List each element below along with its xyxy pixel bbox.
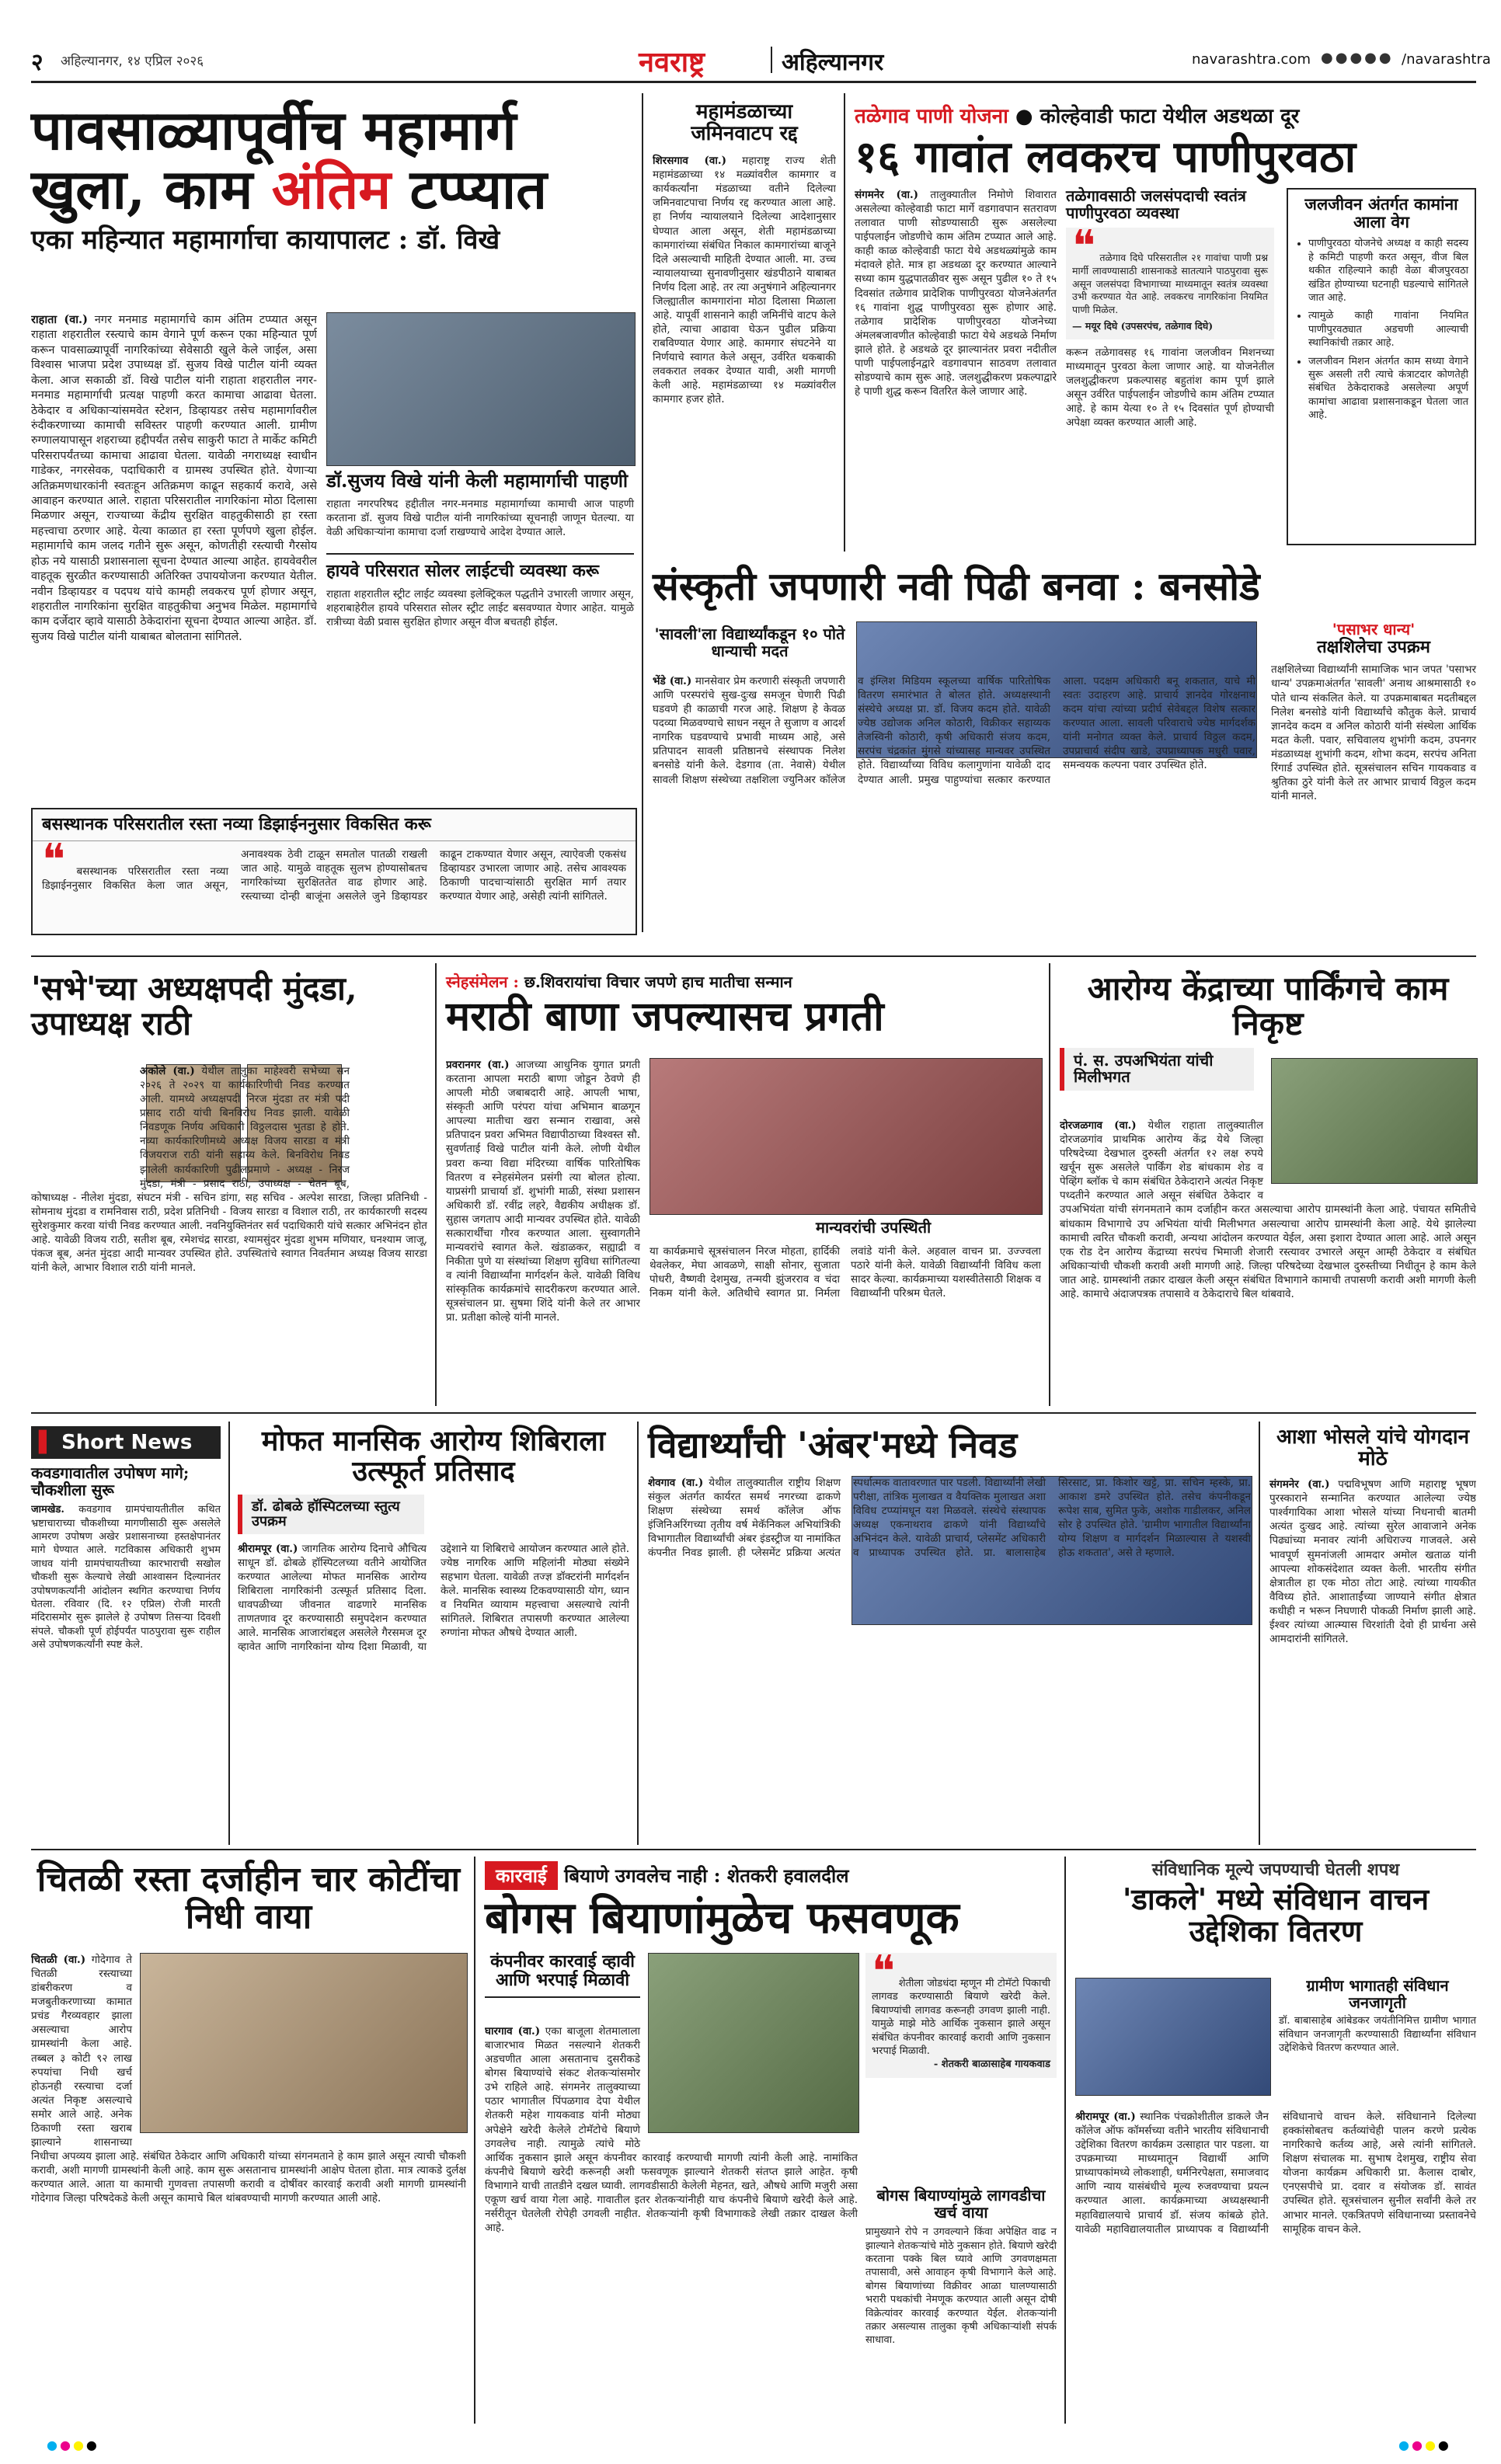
side-body: तक्षशिलेच्या विद्यार्थ्यांनी सामाजिक भान जपत 'पसाभर धान्य' उपक्रमाअंतर्गत 'सावली' अनाथ आश्रमासाठी १० पोते धान्य संकलित केले. या उपक्रमाबाबत मदतीबद्दल निलेश बनसोडे यांनी विद्यार्थ्यांचे कौतुक केले. प्राचार्य ज्ञानदेव कदम व अनिल कोठारी यांनी संस्थेला आर्थिक मदत केली. पवार, सचिवालय शुभांगी कदम, उपनगर मंडळाध्यक्ष शुभांगी कदम, शोभा कदम, सरपंच अनिता रिंगार्ड उपस्थित होते. सूत्रसंचालन सचिन गायकवाड व श्रुतिका ठुरे यांनी केले तर आभार प्राचार्य विठ्ठल कदम यांनी मानले.	[1271, 663, 1476, 803]
side-body: प्रामुख्याने रोपे न उगवल्याने किंवा अपेक्षित वाढ न झाल्याने शेतकऱ्यांचे मोठे नुकसान होते. बियाणे खरेदी करताना पक्के बिल घ्यावे आणि उगवणक्षमता तपासावी, असे आवाहन कृषी विभागाने केले आहे. बोगस बियाणांच्या विक्रीवर आळा घालण्यासाठी भरारी पथकांची नेमणूक करण्यात आली असून दोषी विक्रेत्यांवर कारवाई करण्यात येईल. शेतकऱ्यांनी तक्रार असल्यास तालुका कृषी अधिकाऱ्यांशी संपर्क साधावा.	[865, 2226, 1057, 2347]
headline: विद्यार्थ्यांची 'अंबर'मध्ये निवड	[648, 1424, 1018, 1466]
list-item: • जलजीवन मिशन अंतर्गत काम सध्या वेगाने सुरू असली तरी त्याचे कंत्राटदार कोणतेही संबंधित ठेकेदाराकडे असलेल्या अपूर्ण कामांचा आढावा प्रशासनाकडून घेतला जात आहे.	[1308, 355, 1468, 423]
body-text: नगर मनमाड महामार्गाचे काम अंतिम टप्प्यात असून राहाता शहरातील रस्त्याचे काम वेगाने पूर्ण करून एका महिन्यात पूर्ण करून पावसाळ्यापूर्वी नागरिकांच्या सेवेसाठी खुले केले जाईल, असा विश्वास भाजपा प्रदेश उपाध्यक्ष डॉ. सुजय विखे पाटील यांनी व्यक्त केला. आज सकाळी डॉ. विखे पाटील यांनी राहाता शहरातील नगर-मनमाड महामार्गाची प्रत्यक्ष पाहणी करत कामाचा आढावा घेतला. ठेकेदार व अधिकाऱ्यांसमवेत स्टेशन, डिव्हायडर तसेच महामार्गावरील रुंदीकरणाच्या कामाची सविस्तर पाहणी करण्यात आली. ग्रामीण रुग्णालयापासून शहराच्या हद्दीपर्यंत तसेच साकुरी फाटा ते मार्केट कमिटी परिसरापर्यंतच्या कामाचा आढावा घेतला. यावेळी नगराध्यक्ष स्वाधीन गाडेकर, नगरसेवक, पदाधिकारी व ग्रामस्थ उपस्थित होते. येणाऱ्या अतिक्रमणधारकांनी स्वतःहून अतिक्रमण काढून सहकार्य करावे, असे आवाहन करण्यात आले. राहाता परिसरातील नागरिकांना मोठा दिलासा मिळणार असून, राज्याच्या केंद्रीय सुरक्षित वाहतुकीसाठी हा रस्ता महत्त्वाचा ठरणार आहे. येत्या काळात हा रस्ता पूर्णपणे खुला होईल. महामार्गाचे काम जलद गतीने सुरू असून, कोणतीही रस्त्याची गैरसोय होऊ नये यासाठी प्रशासनाला सूचना देण्यात आल्या आहेत. हायवेवरील वाहतूक सुरळीत करण्यासाठी अतिरिक्त उपाययोजना करण्यात येतील. नवीन डिव्हायडर व पदपथ यांचे कामही लवकरच पूर्ण होणार असून, शहरातील नागरिकांना सुरक्षित वाहतुकीचा अनुभव मिळेल. महामार्गाचे काम दर्जेदार व्हावे यासाठी ठेकेदारांना सूचना देण्यात आल्या आहेत. डॉ. सुजय विखे पाटील यांनी याबाबत बोलताना सांगितले.	[31, 314, 317, 643]
registration-marks: ●●●●	[1398, 2438, 1451, 2452]
photo-caption: मान्यवरांची उपस्थिती	[816, 1218, 932, 1237]
bus-stand-box	[31, 808, 637, 935]
quote-icon: ❝	[1072, 221, 1096, 273]
rule	[1259, 1422, 1260, 1845]
quote-icon: ❝	[872, 1947, 896, 1997]
marathi-story	[446, 971, 1041, 1406]
subhead: पं. स. उपअभियंता यांची मिलीभगत	[1060, 1048, 1254, 1091]
body-text: बसस्थानक परिसरातील रस्ता नव्या डिझाईननुसार विकसित केला जात असून, अनावश्यक ठेवी टाळून समतोल पातळी राखली जात आहे. यामुळे वाहतूक सुलभ होण्यासोबतच नागरिकांच्या सुरक्षिततेत वाढ होणार आहे. रस्त्याच्या दोन्ही बाजूंना असलेले जुने डिव्हायडर काढून टाकण्यात येणार असून, त्याऐवजी एकसंध डिव्हायडर उभारला जाणार आहे. तसेच आवश्यक ठिकाणी पादचाऱ्यांसाठी सुरक्षित मार्ग तयार करण्यात येणार आहे, असेही त्यांनी सांगितले.	[42, 847, 626, 903]
body-text: पद्मविभूषण आणि महाराष्ट्र भूषण पुरस्काराने सन्मानित करण्यात आलेल्या ज्येष्ठ पार्श्वगायिका आशा भोसले यांच्या निधनाची बातमी अत्यंत दुःखद आहे. त्यांच्या सुरेल आवाजाने अनेक पिढ्यांच्या मनावर त्यांनी अधिराज्य गाजवले. असे भावपूर्ण सुमनांजली आमदार अमोल खताळ यांनी आपल्या शोकसंदेशात व्यक्त केली. भारतीय संगीत क्षेत्रातील हा एक मोठा तोटा आहे. त्यांच्या गायकीत वैविध्य होते. आशाताईंच्या जाण्याने संगीत क्षेत्रात कधीही न भरून निघणारी पोकळी निर्माण झाली आहे. ईश्वर त्यांच्या आत्म्यास चिरशांती देवो ही प्रार्थना असे आमदारांनी सांगितले.	[1269, 1478, 1476, 1646]
body-text: कवडगाव ग्रामपंचायतीतील कथित भ्रष्टाचाराच्या चौकशीच्या मागणीसाठी सुरू असलेले आमरण उपोषण अखेर प्रशासनाच्या हस्तक्षेपानंतर मागे घेण्यात आले. गटविकास अधिकारी शुभम जाधव यांनी ग्रामपंचायतीच्या कारभाराची सखोल चौकशी सुरू केल्याचे लेखी आश्वासन दिल्यानंतर उपोषणकर्त्यांनी आंदोलन स्थगित करण्याचा निर्णय घेतला. रविवार (दि. १२ एप्रिल) रोजी मारती मंदिरासमोर सुरू झालेले हे उपोषण तिसऱ्या दिवशी संपले. चौकशी पूर्ण होईपर्यंत पाठपुरावा सुरू राहील असे उपोषणकर्त्यांनी स्पष्ट केले.	[31, 1504, 221, 1651]
amber-story	[648, 1426, 1251, 1846]
body-text: गोदेगाव ते चितळी रस्त्याच्या डांबरीकरण व मजबुतीकरणाच्या कामात प्रचंड गैरव्यवहार झाला असल्याचा आरोप ग्रामस्थांनी केला आहे. तब्बल ३ कोटी ९२ लाख रुपयांचा निधी खर्च होऊनही रस्त्याचा दर्जा अत्यंत निकृष्ट असल्याचे समोर आले आहे. अनेक ठिकाणी रस्ता खराब झाल्याने शासनाच्या निधीचा अपव्यय झाला आहे. संबंधित ठेकेदार आणि अधिकारी यांच्या संगनमताने हे काम झाले असून त्याची चौकशी करावी, अशी मागणी ग्रामस्थांनी केली आहे. काम सुरू असतानाच ग्रामस्थांनी आक्षेप घेतला होता. मात्र त्याकडे दुर्लक्ष करण्यात आले. आता या कामाची गुणवत्ता तपासणी करावी व दोषींवर कारवाई करावी अशी मागणी ग्रामस्थांनी गोदेगाव जिल्हा परिषदेकडे केली असून कामाचे बिल थांबवण्याची मागणी करण्यात आली आहे.	[31, 1954, 466, 2205]
side-title: जलजीवन अंतर्गत कामांना आला वेग	[1304, 194, 1458, 231]
pull-headline: कंपनीवर कारवाई व्हावी आणि भरपाई मिळावी	[485, 1953, 640, 1998]
body-text: मानसेवार प्रेम करणारी संस्कृती जपणारी आणि परस्परांचे सुख-दुःख समजून घेणारी पिढी घडवणे ही काळाची गरज आहे. शिक्षण हे केवळ पदव्या मिळवण्याचे साधन नसून ते सुजाण व आदर्श नागरिक घडवण्याचे प्रभावी माध्यम आहे, असे प्रतिपादन सावली प्रतिष्ठानचे संस्थापक निलेश बनसोडे यांनी केले. देडगाव (ता. नेवासे) येथील सावली शिक्षण संस्थेच्या तक्षशिला ज्युनिअर कॉलेज व इंग्लिश मिडियम स्कूलच्या वार्षिक पारितोषिक वितरण समारंभात ते बोलत होते. अध्यक्षस्थानी संस्थेचे अध्यक्ष प्रा. डॉ. विजय कदम होते. यावेळी ज्येष्ठ उद्योजक अनिल कोठारी, विक्रीकर सहाय्यक तेजस्विनी कोठारी, कृषी अधिकारी संजय कदम, सरपंच चंद्रकांत मुंगसे यांच्यासह मान्यवर उपस्थित होते. विद्यार्थ्यांच्या विविध कलागुणांना यावेळी दाद देण्यात आली. प्रमुख पाहुण्यांचा सत्कार करण्यात आला. पदक्षम अधिकारी बनू शकतात, याचे मी स्वतः उदाहरण आहे. प्राचार्य ज्ञानदेव गोरक्षनाथ कदम यांचा त्यांच्या प्रदीर्घ सेवेबद्दल विशेष सत्कार करण्यात आला. सावली परिवाराचे ज्येष्ठ मार्गदर्शक यांनी मनोगत व्यक्त केले. प्राचार्य विठ्ठल कदम, उपप्राचार्य संदीप खाडे, उपप्राध्यापक मधुरी पवार, समन्वयक कल्पना पवार उपस्थित होते.	[653, 675, 1255, 786]
topline	[485, 1861, 1057, 1890]
x-icon[interactable]: ●	[1335, 50, 1350, 66]
rule	[474, 1857, 475, 2424]
body-text: येथील राहाता तालुक्यातील दोरजळगांव प्राथमिक आरोग्य केंद्र येथे जिल्हा परिषदेच्या देखभाल दुरुस्ती अंतर्गत १२ लक्ष रुपये खर्चून सुरू असलेले पार्किंग शेड बांधकाम शेड व पेव्हिंग ब्लॉक चे काम संबंधित ठेकेदाराने अत्यंत निकृष्ट पध्दतीने करण्यात आले असून संबंधित ठेकेदार व उपअभियंता यांची संगनमताने काम दर्जाहीन करत असल्याचा आरोप ग्रामस्थांनी केला आहे. पंचायत समितीचे बांधकाम विभागाचे उप अभियंता यांची मिलीभगत असल्याचा आरोप ग्रामस्थांनी केला आहे. येथे झालेल्या कामाची त्वरित चौकशी करावी, अन्यथा आंदोलन करण्यात येईल, असा इशारा देण्यात आला आहे. आले असून एक रोड देन आरोग्य केंद्राच्या सरपंच भिमाजी शेजारी रस्त्यावर उभारले असून आम्ही ठेकेदार व संबंधित अधिकाऱ्यांची चौकशी करावी अशी मागणी आहे. जिल्हा परिषदेच्या देखभाल दुरुस्तीच्या निधीतून हे काम केले जात आहे. ग्रामस्थांनी तक्रार दाखल केली असून संबंधित विभागाने कामाची तपासणी करावी अशी मागणी केली आहे. कामाचे अंदाजपत्रक तपासावे व ठेकेदाराचे बिल थांबवावे.	[1060, 1119, 1476, 1300]
side-title: हायवे परिसरात सोलर लाईटची व्यवस्था करू	[326, 553, 634, 581]
dateline: श्रीरामपूर (वा.)	[238, 1542, 298, 1555]
dateline: चितळी (वा.)	[31, 1954, 86, 1966]
short-news-header	[31, 1426, 221, 1459]
headline-line2	[31, 156, 634, 221]
samvidhan-photo	[1075, 1978, 1271, 2096]
topline: संविधानिक मूल्ये जपण्याची घेतली शपथ	[1151, 1860, 1400, 1880]
edition-name: अहिल्यानगर	[782, 49, 884, 76]
rule	[844, 93, 845, 552]
dateline: भेंडे (वा.)	[653, 675, 692, 687]
dateline: राहाता (वा.)	[31, 313, 88, 326]
list-item: • त्यामुळे काही गावांना नियमित पाणीपुरवठ्यात अडचणी आल्याची स्थानिकांची तक्रार आहे.	[1308, 309, 1468, 350]
article-body	[855, 188, 1057, 545]
topline-text: छ.शिवरायांचा विचार जपणे हाच मातीचा सन्मान	[524, 973, 792, 991]
article-body	[485, 2024, 858, 2413]
caption-body: डॉ. बाबासाहेब आंबेडकर जयंतीनिमित्त ग्रामीण भागात संविधान जनजागृती करण्यासाठी विद्यार्थ्यांना संविधान उद्देशिकेचे वितरण करण्यात आले.	[1279, 2015, 1476, 2054]
headline-line1: पावसाळ्यापूर्वीच महामार्ग	[31, 98, 517, 162]
body-text: येथील तालुक्यातील राष्ट्रीय शिक्षण संकुल अंतर्गत कार्यरत समर्थ नगरच्या ढाकणे शिक्षण संस्थेच्या समर्थ कॉलेज ऑफ इंजिनिअरिंगच्या तृतीय वर्ष मेकॅनिकल अभियांत्रिकी विभागातील विद्यार्थ्यांची अंबर इंडस्ट्रीज या नामांकित कंपनीत निवड झाली. ही प्लेसमेंट प्रक्रिया अत्यंत स्पर्धात्मक वातावरणात पार पडली. विद्यार्थ्यांनी लेखी परीक्षा, तांत्रिक मुलाखत व वैयक्तिक मुलाखत अशा विविध टप्प्यांमधून यश मिळवले. संस्थेचे संस्थापक अध्यक्ष एकनाथराव ढाकणे यांनी विद्यार्थ्यांचे अभिनंदन केले. यावेळी प्राचार्य, प्लेसमेंट अधिकारी व प्राध्यापक उपस्थित होते. प्रा. बालासाहेब सिरसाट, प्रा. किशोर खट्टे, प्रा. सचिन म्हस्के, प्रा. आकाश डमरे उपस्थित होते. तसेच कंपनीकडून रूपेश साब, सुमित फुके, अशोक गाडीलकर, अनिल सोर हे उपस्थित होते. 'ग्रामीण भागातील विद्यार्थ्यांना योग्य शिक्षण व मार्गदर्शन मिळाल्यास ते यशस्वी होऊ शकतात', असे ते म्हणाले.	[648, 1477, 1251, 1560]
headline: मराठी बाणा जपल्यासच प्रगती	[446, 993, 884, 1040]
article-body	[31, 312, 317, 872]
caption-box	[1279, 1978, 1476, 2055]
body-text: महाराष्ट्र राज्य शेती महामंडळाच्या १४ मळ्यांवरील कामगार व कार्यकर्त्यांना मंडळाच्या वतीने दिलेल्या जमिनवाटपाचा निर्णय रद्द करण्यात आला आहे. हा निर्णय न्यायालयाने दिलेल्या आदेशानुसार घेण्यात आला असून, शेती महामंडळाच्या कामगारांच्या संबंधित निकाल कामगारांच्या बाजूने दिले असल्याची माहिती देण्यात आली. मा. उच्च न्यायालयाच्या सुनावणीनुसार खंडपीठाने याबाबत निर्णय दिला आहे. तर त्या अनुषंगाने अहिल्यानगर जिल्ह्यातील कामगारांना मोठा दिलासा मिळाला आहे. यापूर्वी शासनाने काही जमिनींचे वाटप केले होते, त्याचा आढावा घेऊन पुढील प्रक्रिया राबविण्यात येणार आहे. कामगार संघटनेने या निर्णयाचे स्वागत केले असून, उर्वरित थकबाकी लवकरात लवकर देण्यात यावी, अशी मागणी केली आहे. महामंडळाच्या १४ मळ्यांवरील कामगार हजर होते.	[653, 155, 836, 406]
bullet-icon: ●	[1015, 105, 1033, 128]
masthead	[31, 40, 1491, 83]
body-text: स्थानिक पंचक्रोशीतील डाकले जैन कॉलेज ऑफ कॉमर्सच्या वतीने भारतीय संविधानाची उद्देशिका वितरण कार्यक्रम उत्साहात पार पडला. या उपक्रमाच्या माध्यमातून विद्यार्थी आणि प्राध्यापकांमध्ये लोकशाही, धर्मनिरपेक्षता, समाजवाद आणि न्याय यासंबंधीचे मूल्य रुजवण्याचा प्रयत्न करण्यात आला. कार्यक्रमाच्या अध्यक्षस्थानी महाविद्यालयाचे प्राचार्य डॉ. संजय कांबळे होते. यावेळी महाविद्यालयातील प्राध्यापक व विद्यार्थ्यांनी संविधानाचे वाचन केले. संविधानाने दिलेल्या हक्कांसोबतच कर्तव्यांचेही पालन करणे प्रत्येक नागरिकाचे कर्तव्य आहे, असे त्यांनी सांगितले. शिक्षण संचालक मा. सुभाष देशमुख, राष्ट्रीय सेवा योजना कार्यक्रम अधिकारी प्रा. कैलास दाबोर, एनएसपीचे प्रा. दवार व संयोजक डॉ. सावंत उपस्थित होते. सूत्रसंचालन सुनील सर्वांनी केले तर आभार मानले. एकत्रितपणे संविधानाच्या प्रस्तावनेचे सामूहिक वाचन केले.	[1075, 2111, 1476, 2236]
highway-story	[31, 98, 634, 924]
dateline: शिरसगाव (वा.)	[653, 155, 726, 168]
page-number: २	[31, 49, 44, 76]
youtube-icon[interactable]: ●	[1364, 50, 1379, 66]
manasik-story	[238, 1426, 629, 1846]
arogya-story	[1060, 971, 1476, 1406]
quote	[1066, 221, 1274, 339]
short-news	[31, 1426, 221, 1846]
headline: बोगस बियाणांमुळेच फसवणूक	[485, 1892, 959, 1944]
dateline: संगमनेर (वा.)	[1269, 1478, 1330, 1491]
subhead: डॉ. ढोबळे हॉस्पिटलच्या स्तुत्य उपक्रम	[238, 1495, 424, 1534]
land-story	[653, 101, 836, 552]
facebook-icon[interactable]: ●	[1321, 50, 1336, 66]
rule	[435, 963, 437, 1406]
rule	[228, 1422, 230, 1845]
headline-text: टप्प्यात	[391, 156, 548, 221]
topline	[855, 101, 1476, 129]
social-handle[interactable]: /navarashtra	[1402, 51, 1491, 68]
box-title: तळेगावसाठी जलसंपदाची स्वतंत्र पाणीपुरवठा व्यवस्था	[1066, 186, 1246, 222]
body-text: करून तळेगावसह १६ गावांना जलजीवन मिशनच्या माध्यमातून पुरवठा केला जाणार आहे. या योजनेतील जलशुद्धीकरण प्रकल्पासह बहुतांश काम पूर्ण झाले असून उर्वरित पाईपलाईन जोडणीचे काम अंतिम टप्प्यात आहे. हे काम येत्या १० ते १५ दिवसांत पूर्ण होण्याची अपेक्षा व्यक्त करण्यात आली आहे.	[1066, 346, 1274, 430]
photo-body: राहाता नगरपरिषद हद्दीतील नगर-मनमाड महामार्गाच्या कामाची आज पाहणी करताना डॉ. सुजय विखे पाटील यांनी नागरिकांच्या सूचनाही जाणून घेतल्या. या वेळी अधिकाऱ्यांना कामाचा दर्जा राखण्याचे आदेश देण्यात आले.	[326, 497, 634, 539]
rule	[637, 1422, 639, 1845]
water-sidebar	[1287, 188, 1476, 545]
list-item: • पाणीपुरवठा योजनेचे अध्यक्ष व काही सदस्य हे कमिटी पाहणी करत असून, वीज बिल थकीत राहिल्याने काही वेळा बीजपुरवठा खंडित होण्याच्या घटनाही घडल्याचे सांगितले जात आहे.	[1308, 237, 1468, 305]
article-body	[1075, 2110, 1476, 2413]
headline	[31, 98, 634, 221]
quote-author: - शेतकरी बाळासाहेब गायकवाड	[933, 2059, 1050, 2071]
sabha-story	[31, 971, 427, 1406]
quote	[865, 1947, 1057, 2078]
topline	[446, 971, 1041, 992]
headline: १६ गावांत लवकरच पाणीपुरवठा	[855, 131, 1356, 183]
topline-text: कोल्हेवाडी फाटा येथील अडथळा दूर	[1040, 105, 1300, 128]
body-text: आजच्या आधुनिक युगात प्रगती करताना आपला मराठी बाणा जोडून ठेवणे ही आपली मोठी जबाबदारी आहे. आपली भाषा, संस्कृती आणि परंपरा यांचा अभिमान बाळगून आपल्या मातीचा खरा सन्मान राखावा, असे प्रतिपादन प्रवरा अभिमत विद्यापीठाच्या विश्वस्त सौ. सुवर्णताई विखे पाटील यांनी केले. लोणी येथील प्रवरा कन्या विद्या मंदिरच्या वार्षिक पारितोषिक वितरण व स्नेहसंमेलन प्रसंगी त्या बोलत होत्या. याप्रसंगी प्राचार्या डॉ. शुभांगी माळी, संस्था प्रशासन अधिकारी डॉ. रवींद्र लहरे, वैद्यकीय अधीक्षक डॉ. सुहास जगताप आदी मान्यवर उपस्थित होते. यावेळी सत्कारार्थींचा गौरव करण्यात आला. सुस्वागतीने मान्यवरांचे स्वागत केले. खंडाळकर, सह्याद्री व निकीता पुणे या संस्थांच्या शिक्षण सुविधा सांगितल्या व त्यांनी विद्यार्थ्यांना मार्गदर्शन केले. यावेळी विविध सांस्कृतिक कार्यक्रमांचे सादरीकरण करण्यात आले. सूत्रसंचालन प्रा. सुषमा शिंदे यांनी केले तर आभार प्रा. प्रतीक्षा कोल्हे यांनी मानले.	[446, 1059, 640, 1324]
article-body	[1060, 1119, 1476, 1398]
article-body	[653, 674, 1255, 931]
article-body	[653, 154, 836, 534]
chitli-story	[31, 1861, 466, 2420]
event-photo	[650, 1058, 1043, 1215]
spacer	[31, 1064, 140, 1188]
dateline: संगमनेर (वा.)	[855, 189, 919, 201]
headline-text: खुला, काम	[31, 156, 272, 221]
bullet-list	[1294, 237, 1468, 422]
dateline: श्रीरामपूर (वा.)	[1075, 2111, 1136, 2123]
news-icon: ▌	[39, 1431, 54, 1454]
quote-icon: ❝	[42, 834, 66, 886]
side-title: तक्षशिलेचा उपक्रम	[1317, 636, 1430, 657]
dateline: जामखेड.	[31, 1504, 64, 1516]
photo-caption: ग्रामीण भागातही संविधान जनजागृती	[1306, 1976, 1449, 2012]
article-body	[1269, 1477, 1476, 1827]
rule	[31, 955, 1476, 957]
subhead: एका महिन्यात महामार्गाचा कायापालट : डॉ. विखे	[31, 224, 500, 256]
kicker: स्नेहसंमेलन :	[446, 973, 519, 991]
subhead-box	[653, 626, 847, 660]
article-body	[31, 1064, 427, 1398]
headline: मोफत मानसिक आरोग्य शिबिराला उत्स्फूर्त प्रतिसाद	[261, 1425, 606, 1488]
website[interactable]: navarashtra.com	[1192, 51, 1311, 68]
divider	[771, 47, 772, 73]
article-body	[33, 834, 636, 910]
article-body	[648, 1476, 1251, 1841]
headline: महामंडळाच्या जमिनवाटप रद्द	[691, 100, 798, 146]
article-body	[446, 1058, 640, 1400]
body-text: जागतिक आरोग्य दिनाचे औचित्य साधून डॉ. ढोबळे हॉस्पिटलच्या वतीने आयोजित करण्यात आलेल्या मोफत मानसिक आरोग्य शिबिराला नागरिकांनी उत्स्फूर्त प्रतिसाद दिला. धावपळीच्या जीवनात वाढणारे मानसिक ताणतणाव दूर करण्यासाठी समुपदेशन करण्यात आले. मानसिक आजारांबद्दल असलेले गैरसमज दूर व्हावेत आणि नागरिकांना योग्य दिशा मिळावी, या उद्देशाने या शिबिराचे आयोजन करण्यात आले होते. ज्येष्ठ नागरिक आणि महिलांनी मोठ्या संख्येने सहभाग घेतला. यावेळी तज्ज्ञ डॉक्टरांनी मार्गदर्शन केले. मानसिक स्वास्थ्य टिकवण्यासाठी योग, ध्यान व नियमित व्यायाम महत्त्वाचा असल्याचे त्यांनी सांगितले. शिबिरात तपासणी करण्यात आलेल्या रुग्णांना मोफत औषधे देण्यात आली.	[238, 1542, 629, 1654]
side-body: राहाता शहरातील स्ट्रीट लाईट व्यवस्था इलेक्ट्रिकल पद्धतीने उभारली जाणार असून, शहराबाहेरील हायवे परिसरात सोलर स्ट्रीट लाईट बसवण्यात येणार आहेत. यामुळे रात्रीच्या वेळी प्रवास सुरक्षित होणार असून वीज बचतही होईल.	[326, 587, 634, 629]
photo-caption: डॉ.सुजय विखे यांनी केली महामार्गाची पाहणी	[326, 469, 629, 492]
body-text-2: या कार्यक्रमाचे सूत्रसंचालन निरज मोहता, हार्दिकी थेवलेकर, मेघा आवळणे, साक्षी सोनार, सुजाता पोधरी, वैष्णवी देशमुख, तन्मयी झुंजरराव व चंदा निकम यांनी केले. अतिथीचे स्वागत प्रा. निर्मला लवांडे यांनी केले. अहवाल वाचन प्रा. उज्ज्वला पठारे यांनी केले. यावेळी विद्यार्थ्यांनी विविध कला सादर केल्या. कार्यक्रमाच्या यशस्वीतेसाठी शिक्षक व विद्यार्थ्यांनी परिश्रम घेतले.	[650, 1245, 1041, 1300]
dateline: शेवगाव (वा.)	[648, 1477, 704, 1489]
item-title: कवडगावातील उपोषण मागे; चौकशीला सुरू	[31, 1463, 190, 1499]
quote-author: — मयूर दिघे (उपसरपंच, तळेगाव दिघे)	[1072, 319, 1214, 332]
pull-quote	[865, 1947, 1057, 2078]
linkedin-icon[interactable]: ●	[1378, 50, 1394, 66]
headline: चितळी रस्ता दर्जाहीन चार कोटींचा निधी वाया	[37, 1860, 461, 1937]
dateline: दोरजळगाव (वा.)	[1060, 1119, 1137, 1132]
quote-text: तळेगाव दिघे परिसरातील २१ गावांचा पाणी प्रश्न मार्गी लावण्यासाठी शासनाकडे सातत्याने पाठपुरावा सुरू असून जलसंपदा विभागाच्या माध्यमातून स्वतंत्र व्यवस्था उभी करण्यात येत आहे. लवकरच नागरिकांना नियमित पाणी मिळेल.	[1072, 252, 1268, 316]
rule	[31, 1412, 1476, 1414]
article-body	[238, 1542, 629, 1822]
water-box	[1066, 188, 1274, 545]
samvidhan-story	[1075, 1861, 1476, 2420]
asha-story	[1269, 1426, 1476, 1846]
spacer	[350, 1064, 427, 1188]
headline: संस्कृती जपणारी नवी पिढी बनवा : बनसोडे	[653, 563, 1260, 609]
short-news-title: Short News	[61, 1431, 193, 1454]
body-text: येथील तालुका माहेश्वरी सभेच्या सन २०२६ ते २०२९ या कार्यकारिणीची निवड करण्यात आली. यामध्ये अध्यक्षपदी निरज मुंदडा तर मंत्री पदी प्रसाद राठी यांची बिनविरोध निवड झाली. यावेळी निवडणूक निर्णय अधिकारी विठ्ठलदास भुतडा हे होते. नव्या कार्यकारिणीमध्ये अध्यक्ष विजय सारडा व मंत्री विजयराज राठी यांनी सहाय्य केले. बिनविरोध निवड झालेली कार्यकारिणी पुढीलप्रमाणे - अध्यक्ष - निरज मुंदडा, मंत्री - प्रसाद राठी, उपाध्यक्ष - चेतन बूब, कोषाध्यक्ष - नीलेश मुंदडा, संघटन मंत्री - सचिन डांगा, सह सचिव - अल्पेश सारडा, जिल्हा प्रतिनिधी - सोमनाथ मुंदडा व रामनिवास राठी, प्रदेश प्रतिनिधी - विजय सारडा व विशाल राठी, तर कार्यकारणी सदस्य सुरेशकुमार करवा यांची निवड करण्यात आली. नवनियुक्तिनंतर सर्व पदाधिकारी यांचे सत्कार अभिनंदन होत आहे. यावेळी विजय राठी, सतीश बूब, रमेशचंद्र सारडा, श्यामसुंदर मुंदडा शुभम मणियार, घनश्याम जाजू, पंकज बूब, अनंत मुंदडा आदी मान्यवर उपस्थित होते. उपस्थितांचे स्वागत निवर्तमान अध्यक्ष विजय सारडा यांनी केले, आभार विशाल राठी यांनी मानले.	[31, 1065, 427, 1275]
headline: आरोग्य केंद्राच्या पार्किंगचे काम निकृष्ट	[1087, 969, 1449, 1043]
article-body	[31, 1503, 221, 1814]
registration-marks: ●●●●	[47, 2438, 99, 2452]
body-text: एका बाजूला शेतमालाला बाजारभाव मिळत नसल्याने शेतकरी अडचणीत आला असतानाच दुसरीकडे बोगस बियाण्यांचे संकट शेतकऱ्यांसमोर उभे राहिले आहे. संगमनेर तालुक्याच्या पठार भागातील पिंपळगाव देपा येथील शेतकरी महेश गायकवाड यांनी मोठ्या अपेक्षेने खरेदी केलेले टोमॅटोचे बियाणे उगवलेच नाही. त्यामुळे त्यांचे मोठे आर्थिक नुकसान झाले असून कंपनीवर कारवाई करण्याची मागणी त्यांनी केली आहे. नामांकित कंपनीचे बियाणे खरेदी करूनही अशी फसवणूक झाल्याने शेतकरी संतप्त झाले आहेत. कृषी विभागाने याची तातडीने दखल घ्यावी. लागवडीसाठी केलेली मेहनत, खते, औषधे आणि मजुरी असा एकूण खर्च वाया गेला आहे. गावातील इतर शेतकऱ्यांनीही याच कंपनीचे बियाणे खरेदी केले आहे. नर्सरीतून घेतलेली रोपेही उगवली नाहीत. शेतकऱ्यांनी कृषी विभागाकडे लेखी तक्रार दाखल केली आहे.	[485, 2025, 858, 2235]
dateline: अकोले (वा.)	[140, 1065, 195, 1077]
article-body	[31, 1953, 466, 2411]
brand-logo: नवराष्ट्र	[639, 46, 705, 78]
water-story	[855, 101, 1476, 552]
headline: 'डाकले' मध्ये संविधान वाचन उद्देशिका वितरण	[1122, 1881, 1430, 1948]
spacer	[1263, 1119, 1476, 1192]
rule	[1064, 1857, 1066, 2424]
spacer	[640, 2024, 858, 2138]
body-text: तालुक्यातील निमोणे शिवारात असलेल्या कोल्हेवाडी फाटा मार्गे वडगावपान सतरावण तलावात पाणी सोडण्यासाठी सुरू असलेल्या पाईपलाईन जोडणीचे काम अंतिम टप्प्यात आले आहे. काही काळ कोल्हेवाडी फाटा येथे अडथळ्यांमुळे काम मंदावले होते. मात्र हा अडथळा दूर करण्यात आल्याने सध्या काम युद्धपातळीवर सुरू असून पुढील १० ते १५ दिवसांत तळेगाव प्रादेशिक पाणीपुरवठा योजनेअंतर्गत १६ गावांना शुद्ध पाणीपुरवठा सुरू होणार आहे. तळेगाव प्रादेशिक पाणीपुरवठा योजनेच्या अंमलबजावणीत कोल्हेवाडी फाटा येथे अडथळे निर्माण झाले होते. हे अडथळे दूर झाल्यानंतर प्रवरा नदीतील पाणी पाईपलाईनद्वारे वडगावपान साठवण तलावात सोडण्याचे काम सुरू आहे. जलशुद्धीकरण प्रकल्पाद्वारे हे पाणी शुद्ध करून वितरित केले जाणार आहे.	[855, 189, 1057, 398]
subhead: 'सावली'ला विद्यार्थ्यांकडून १० पोते धान्याची मदत	[654, 625, 845, 660]
spacer	[132, 1953, 466, 2139]
section-tag: तळेगाव पाणी योजना	[855, 105, 1008, 128]
rule	[31, 1849, 1476, 1850]
bogus-sidebar	[865, 2187, 1057, 2413]
dateline: प्रवरानगर (वा.)	[446, 1059, 510, 1071]
headline: आशा भोसले यांचे योगदान मोठे	[1276, 1425, 1470, 1471]
dateline: घारगाव (वा.)	[485, 2025, 541, 2038]
sanskruti-sidebar	[1271, 621, 1476, 932]
side-title: बोगस बियाण्यांमुळे लागवडीचा खर्च वाया	[876, 2186, 1046, 2222]
social-icons	[1321, 50, 1394, 66]
headline-highlight: अंतिम	[271, 156, 392, 221]
page-date: अहिल्यानगर, १४ एप्रिल २०२६	[61, 54, 204, 69]
topline-text: बियाणे उगवलेच नाही : शेतकरी हवालदील	[564, 1864, 849, 1887]
headline: 'सभे'च्या अध्यक्षपदी मुंदडा, उपाध्यक्ष राठी	[31, 969, 357, 1043]
sanskruti-story	[653, 563, 1476, 946]
bogus-story	[485, 1861, 1057, 2420]
highway-photo	[326, 312, 636, 466]
quote-text: शेतीला जोडधंदा म्हणून मी टोमॅटो पिकाची लागवड करण्यासाठी बियाणे खरेदी केले. बियाण्यांची लागवड करूनही उगवण झाली नाही. यामुळे माझे मोठे आर्थिक नुकसान झाले असून संबंधित कंपनीवर कारवाई करावी आणि नुकसान भरपाई मिळावी.	[872, 1978, 1050, 2058]
side-kicker: 'पसाभर धान्य'	[1332, 620, 1416, 639]
instagram-icon[interactable]: ●	[1350, 50, 1365, 66]
rule	[642, 93, 643, 932]
kicker: कारवाई	[485, 1861, 558, 1890]
headline: बसस्थानक परिसरातील रस्ता नव्या डिझाईननुसार विकसित करू	[33, 809, 636, 841]
rule	[1049, 963, 1050, 1406]
